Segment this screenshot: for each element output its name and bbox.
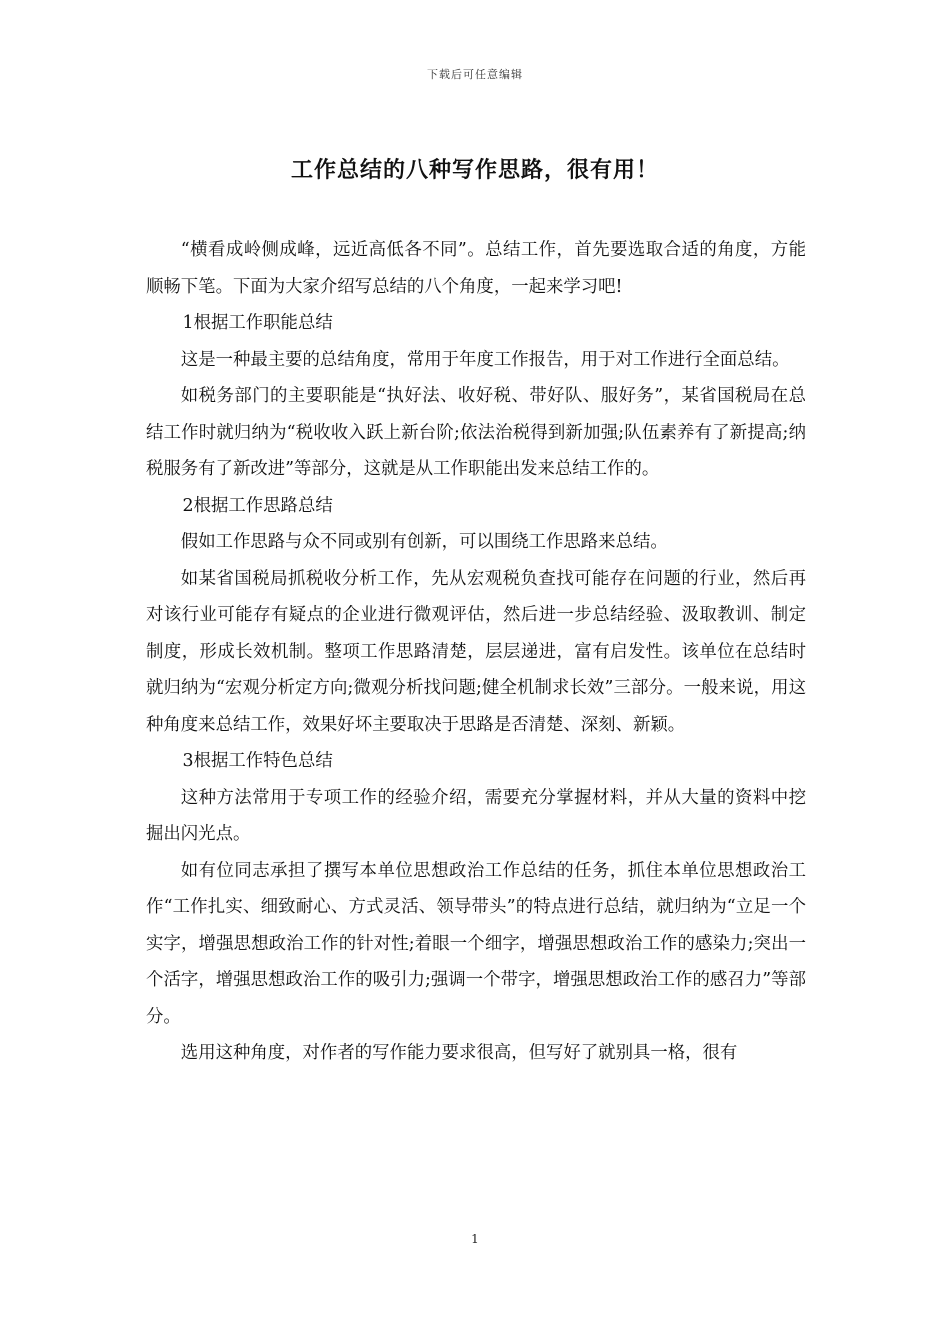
section-heading-1: 1根据工作职能总结 bbox=[182, 313, 333, 333]
body-paragraph: 这种方法常用于专项工作的经验介绍，需要充分掌握材料，并从大量的资料中挖掘出闪光点。 bbox=[146, 787, 806, 844]
body-paragraph: 这是一种最主要的总结角度，常用于年度工作报告，用于对工作进行全面总结。 bbox=[180, 349, 790, 370]
document-title: 工作总结的八种写作思路，很有用！ bbox=[290, 158, 659, 183]
section-heading-3: 3根据工作特色总结 bbox=[182, 751, 333, 771]
document-body bbox=[146, 232, 806, 1072]
body-paragraph: 假如工作思路与众不同或别有创新，可以围绕工作思路来总结。 bbox=[180, 532, 668, 552]
intro-paragraph: “横看成岭侧成峰，远近高低各不同”。总结工作，首先要选取合适的角度，方能顺畅下笔。下面为大家介绍写总结的八个角度，一起来学习吧! bbox=[146, 240, 806, 297]
section-heading-2: 2根据工作思路总结 bbox=[182, 495, 333, 516]
body-paragraph: 如某省国税局抓税收分析工作，先从宏观税负查找可能存在问题的行业，然后再对该行业可能存有疑点的企业进行微观评估，然后进一步总结经验、汲取教训、制定制度，形成长效机制。整项工作思路清楚，层层递进，富有启发性。该单位在总结时就归纳为“宏观分析定方向;微观分析找问题;健全机制求长效”三部分。一般来说，用这种角度来总结工作，效果好坏主要取决于思路是否清楚、深刻、新颖。 bbox=[146, 568, 806, 735]
body-paragraph: 如税务部门的主要职能是“执好法、收好税、带好队、服好务”，某省国税局在总结工作时就归纳为“税收收入跃上新台阶;依法治税得到新加强;队伍素养有了新提高;纳税服务有了新改进”等部分，这就是从工作职能出发来总结工作的。 bbox=[146, 386, 806, 479]
body-paragraph: 如有位同志承担了撰写本单位思想政治工作总结的任务，抓住本单位思想政治工作“工作扎实、细致耐心、方式灵活、领导带头”的特点进行总结，就归纳为“立足一个实字，增强思想政治工作的针对性;着眼一个细字，增强思想政治工作的感染力;突出一个活字，增强思想政治工作的吸引力;强调一个带字，增强思想政治工作的感召力”等部分。 bbox=[146, 860, 806, 1027]
body-paragraph: 选用这种角度，对作者的写作能力要求很高，但写好了就别具一格，很有 bbox=[180, 1043, 738, 1063]
page-number: 1 bbox=[471, 1232, 479, 1246]
page-header: 下载后可任意编辑 bbox=[427, 68, 523, 81]
